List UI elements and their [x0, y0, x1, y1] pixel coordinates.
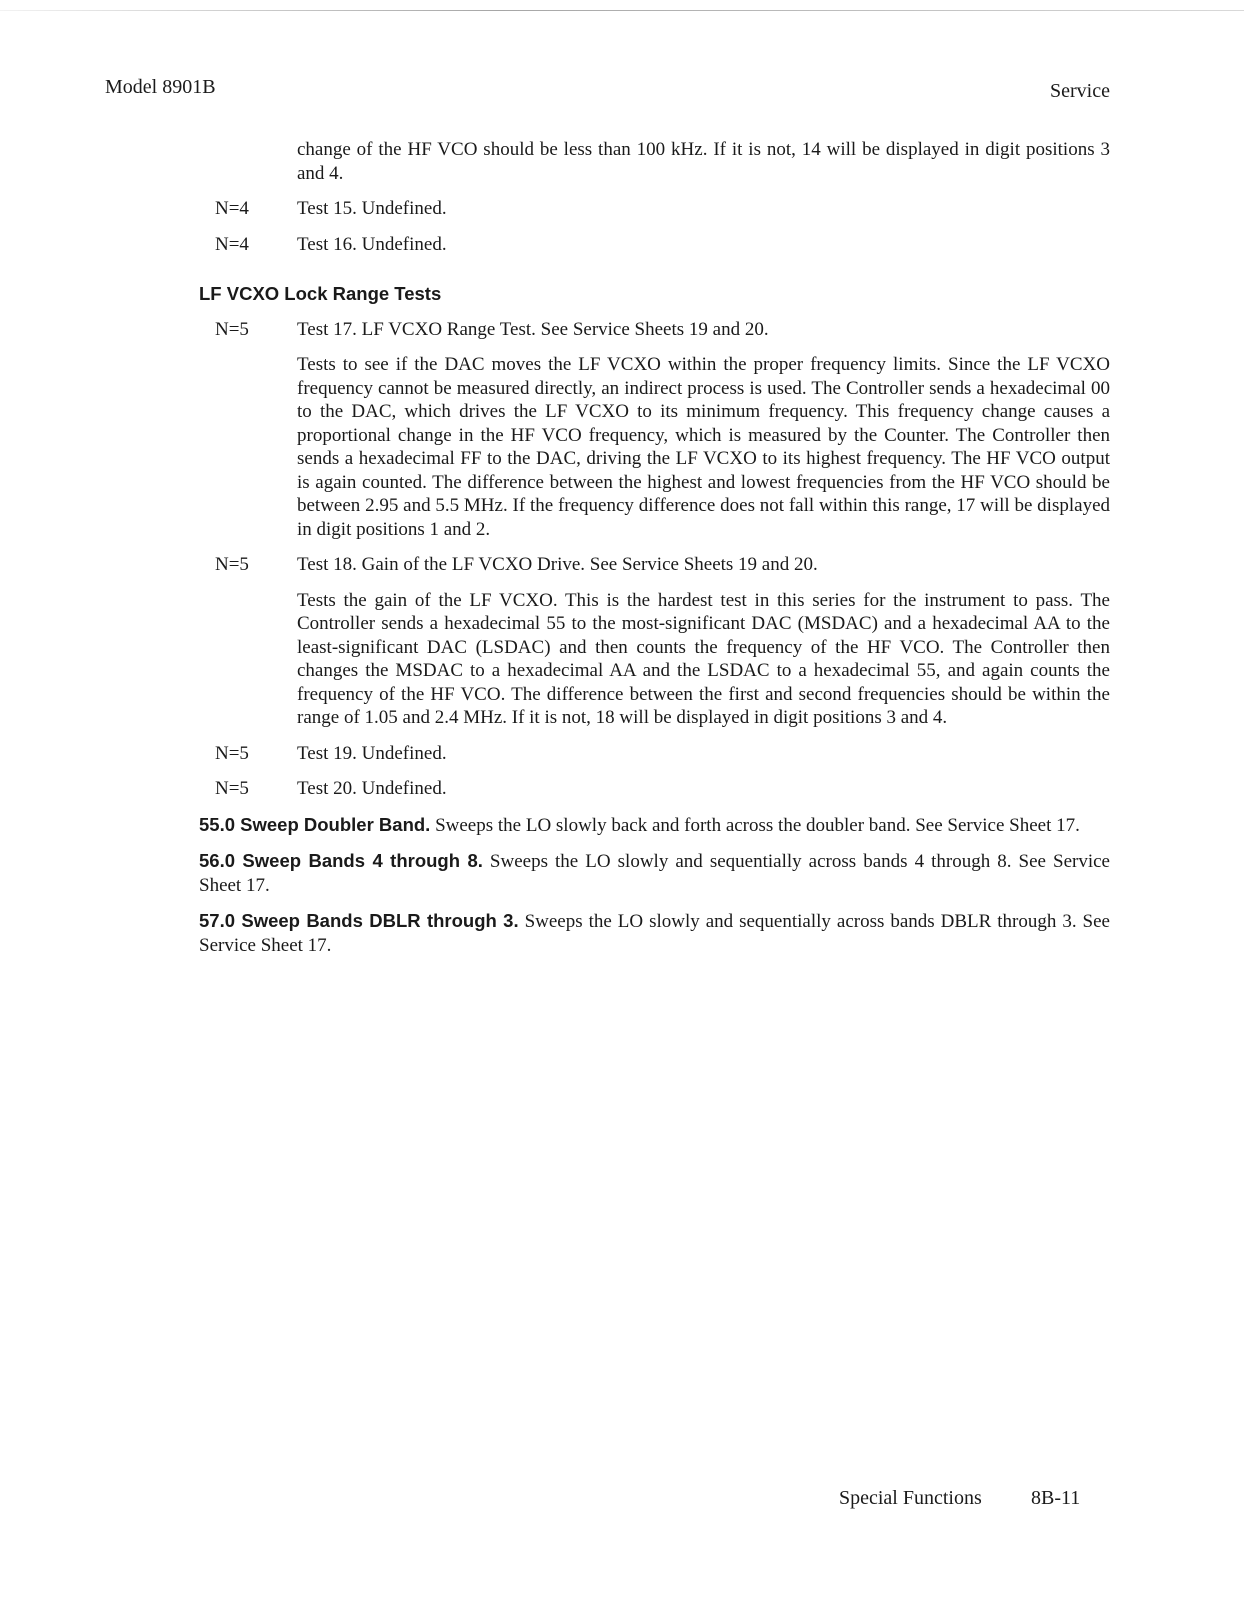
header-section: Service: [1050, 80, 1110, 102]
entry-label: N=5: [215, 554, 249, 575]
list-item: [199, 197, 1110, 221]
entry-label: N=5: [215, 778, 249, 799]
list-item: [199, 777, 1110, 801]
entry-label: N=4: [215, 233, 249, 255]
list-item: [199, 742, 1110, 766]
entry-label: N=5: [215, 318, 249, 340]
special-function-heading: 56.0 Sweep Bands 4 through 8.: [199, 850, 483, 871]
header-model: Model 8901B: [105, 76, 216, 98]
special-function-text: Sweeps the LO slowly back and forth across the doubler band. See Service Sheet 17.: [430, 814, 1080, 836]
special-function-text: Sweeps the LO slowly and sequentially across bands 4 through 8. See Service Sheet 17.: [199, 851, 1110, 896]
section-heading: LF VCXO Lock Range Tests: [199, 283, 442, 304]
page-body: [199, 138, 1110, 957]
entry-label: N=5: [215, 742, 249, 764]
list-item: [199, 553, 1110, 577]
entry-text: Test 18. Gain of the LF VCXO Drive. See Service Sheets 19 and 20.: [297, 554, 818, 575]
special-function-heading: 57.0 Sweep Bands DBLR through 3.: [199, 910, 519, 931]
test-description: Tests the gain of the LF VCXO. This is the hardest test in this series for the instrument to pass. The Controller sends a hexadecimal 55 to the most-significant DAC (MSDAC) and a hexadecimal AA to the least-significant DAC (LSDAC) and then counts the frequency of the HF VCO. The Controller then changes the MSDAC to a hexadecimal AA and the LSDAC to a hexadecimal 55, and again counts the frequency of the HF VCO. The difference between the first and second frequencies should be within the range of 1.05 and 2.4 MHz. If it is not, 18 will be displayed in digit positions 3 and 4.: [297, 589, 1110, 728]
page-number: 8B-11: [1031, 1487, 1081, 1509]
continuation-paragraph: change of the HF VCO should be less than 100 kHz. If it is not, 14 will be displayed in digit positions 3 and 4.: [297, 139, 1110, 184]
entry-text: Test 16. Undefined.: [297, 233, 447, 255]
footer-section-title: Special Functions: [839, 1487, 982, 1509]
test-description: Tests to see if the DAC moves the LF VCXO within the proper frequency limits. Since the LF VCXO frequency cannot be measured directly, an indirect process is used. The Controller sends a hexadecimal 00 to the DAC, which drives the LF VCXO to its minimum frequency. This frequency change causes a proportional change in the HF VCO frequency, which is measured by the Counter. The Controller then sends a hexadecimal FF to the DAC, driving the LF VCXO to its highest frequency. The HF VCO output is again counted. The difference between the highest and lowest frequencies from the HF VCO should be between 2.95 and 5.5 MHz. If the frequency difference does not fall within this range, 17 will be displayed in digit positions 1 and 2.: [297, 354, 1110, 540]
special-function-56: [199, 849, 1110, 897]
special-function-55: [199, 813, 1110, 838]
entry-text: Test 20. Undefined.: [297, 778, 447, 799]
list-item: [199, 318, 1110, 342]
special-function-heading: 55.0 Sweep Doubler Band.: [199, 813, 431, 835]
top-rule: [0, 10, 1244, 11]
entry-text: Test 17. LF VCXO Range Test. See Service Sheets 19 and 20.: [297, 318, 769, 340]
special-function-57: [199, 909, 1110, 957]
entry-label: N=4: [215, 198, 249, 219]
list-item: [199, 233, 1110, 257]
entry-text: Test 15. Undefined.: [297, 198, 447, 219]
special-function-text: Sweeps the LO slowly and sequentially across bands DBLR through 3. See Service Sheet 17.: [199, 911, 1110, 956]
entry-text: Test 19. Undefined.: [297, 742, 447, 764]
